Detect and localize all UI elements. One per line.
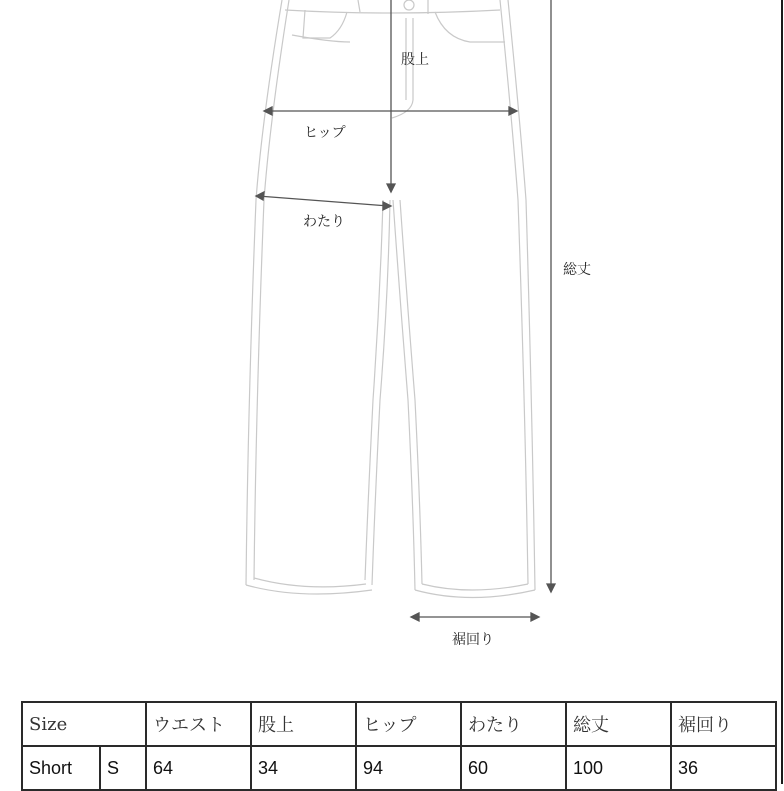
hip-label: ヒップ [304, 125, 346, 141]
hem-label: 裾回り [452, 632, 494, 648]
header-waist: ウエスト [146, 702, 251, 746]
total-length-label: 総丈 [563, 262, 591, 278]
rise-label: 股上 [401, 52, 429, 68]
size-table [21, 701, 777, 791]
header-rise: 股上 [251, 702, 356, 746]
header-thigh: わたり [461, 702, 566, 746]
cell-size: S [100, 746, 146, 790]
header-total-length: 総丈 [566, 702, 671, 746]
thigh-label: わたり [303, 214, 345, 230]
cell-rise: 34 [251, 746, 356, 790]
cell-length: Short [22, 746, 100, 790]
cell-hip: 94 [356, 746, 461, 790]
cell-hem: 36 [671, 746, 776, 790]
cell-thigh: 60 [461, 746, 566, 790]
table-header-row [22, 702, 776, 746]
cell-waist: 64 [146, 746, 251, 790]
right-edge-divider [781, 0, 783, 784]
header-hem: 裾回り [671, 702, 776, 746]
header-hip: ヒップ [356, 702, 461, 746]
cell-total-length: 100 [566, 746, 671, 790]
table-row [22, 746, 776, 790]
header-size: Size [22, 702, 146, 746]
